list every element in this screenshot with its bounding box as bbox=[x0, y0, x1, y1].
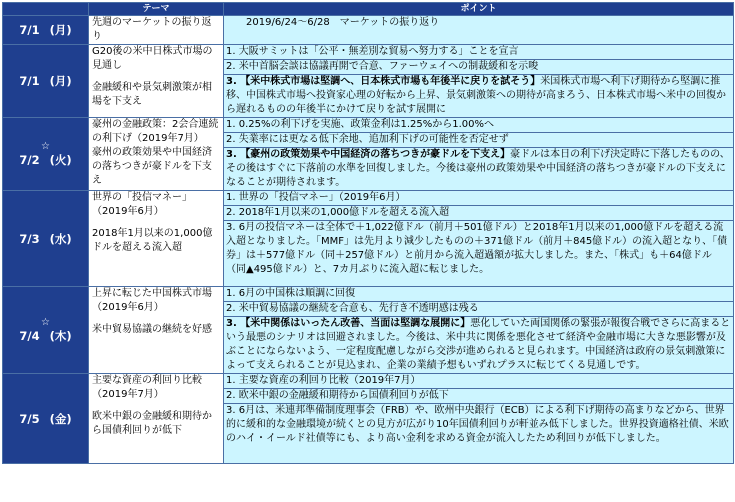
point-text: 1. 6月の中国株は順調に回復 bbox=[226, 288, 356, 299]
point-item bbox=[224, 206, 733, 221]
date-label: 7/1 bbox=[19, 23, 40, 37]
point-headline: 3. 【米中関係はいったん改善、当面は堅調な展開に】 bbox=[226, 318, 471, 329]
theme-line bbox=[92, 219, 220, 227]
weekday-label: (金) bbox=[49, 411, 72, 426]
point-item bbox=[224, 404, 733, 446]
weekday-label: (水) bbox=[49, 231, 72, 246]
header-row bbox=[3, 3, 734, 16]
date-cell bbox=[3, 118, 89, 191]
point-text: 2. 失業率には更なる低下余地、追加利下げの可能性を否定せず bbox=[226, 134, 509, 145]
table-row bbox=[3, 16, 734, 45]
table-row bbox=[3, 45, 734, 118]
point-header: ポイント bbox=[224, 3, 734, 16]
theme-line: 豪州の金融政策：2会合連続の利下げ（2019年7月） bbox=[92, 119, 219, 144]
point-item bbox=[224, 148, 733, 190]
point-item bbox=[224, 118, 733, 133]
theme-line: 米中貿易協議の継続を好感 bbox=[92, 324, 212, 335]
point-text: 3. 6月は、米連邦準備制度理事会（FRB）や、欧州中央銀行（ECB）による利下げ期待の高まりなどから、世界的に緩和的な金融環境が続くとの見方が広がり10年国債利回りが軒並み低下しました。世界投資適格社債、米欧のハイ・イールド社債等にも、より高い金利を求める資金が流入したため利回りが低下しました。 bbox=[226, 405, 729, 444]
point-cell bbox=[224, 45, 734, 118]
star-icon: ☆ bbox=[41, 316, 50, 328]
date-cell bbox=[3, 191, 89, 287]
date-cell bbox=[3, 45, 89, 118]
table-row bbox=[3, 118, 734, 191]
point-item bbox=[224, 287, 733, 302]
market-schedule-table bbox=[2, 2, 734, 464]
date-label: 7/1 bbox=[19, 74, 40, 88]
point-text: 1. 0.25%の利下げを実施、政策金利は1.25%から1.00%へ bbox=[226, 119, 495, 130]
point-item bbox=[224, 317, 733, 373]
point-item bbox=[224, 16, 733, 30]
weekday-label: (月) bbox=[49, 74, 72, 88]
date-cell bbox=[3, 287, 89, 374]
point-cell bbox=[224, 16, 734, 45]
point-text: 2. 米中首脳会談は協議再開で合意、ファーウェイへの制裁緩和を示唆 bbox=[226, 61, 539, 72]
theme-line: 欧米中銀の金融緩和期待から国債利回りが低下 bbox=[92, 411, 212, 436]
theme-line: 豪州の政策効果や中国経済の落ちつきが豪ドルを下支え bbox=[92, 147, 212, 186]
point-text: 2. 欧米中銀の金融緩和期待から国債利回りが低下 bbox=[226, 390, 449, 401]
point-text: 2. 2018年1月以来の1,000億ドルを超える流入超 bbox=[226, 207, 450, 218]
point-headline: 3. 【米中株式市場は堅調へ、日本株式市場も年後半に戻りを試そう】 bbox=[226, 76, 541, 87]
date-header bbox=[3, 3, 89, 16]
theme-line bbox=[92, 73, 220, 81]
point-item bbox=[224, 45, 733, 60]
theme-line bbox=[92, 402, 220, 410]
point-item bbox=[224, 389, 733, 404]
theme-line bbox=[92, 315, 220, 323]
table-row bbox=[3, 287, 734, 374]
point-item bbox=[224, 60, 733, 75]
theme-line: G20後の米中日株式市場の見通し bbox=[92, 46, 213, 71]
point-item bbox=[224, 133, 733, 148]
point-text: 1. 世界の「投信マネー」（2019年6月） bbox=[226, 192, 406, 203]
weekday-label: (月) bbox=[49, 23, 72, 37]
theme-cell bbox=[89, 45, 224, 118]
date-label: 7/2 bbox=[19, 152, 40, 167]
theme-line: 金融緩和や景気刺激策が相場を下支え bbox=[92, 82, 212, 107]
point-text: 1. 大阪サミットは「公平・無差別な貿易へ努力する」ことを宣言 bbox=[226, 46, 519, 57]
point-text: 2. 米中貿易協議の継続を合意も、先行き不透明感は残る bbox=[226, 303, 479, 314]
point-cell bbox=[224, 287, 734, 374]
point-item bbox=[224, 191, 733, 206]
date-label: 7/5 bbox=[19, 411, 40, 426]
point-cell bbox=[224, 374, 734, 464]
point-item bbox=[224, 302, 733, 317]
theme-line: 上昇に転じた中国株式市場（2019年6月） bbox=[92, 288, 212, 313]
theme-cell bbox=[89, 16, 224, 45]
theme-cell bbox=[89, 287, 224, 374]
point-text: 豪ドルは本日の利下げ決定時に下落したものの、その後はすぐに下落前の水準を回復しました。今後は豪州の政策効果や中国経済の落ちつきが豪ドルの下支えになることが期待されます。 bbox=[226, 149, 730, 188]
date-cell bbox=[3, 16, 89, 45]
weekday-label: (火) bbox=[49, 152, 72, 167]
point-text: 2019/6/24～6/28 マーケットの振り返り bbox=[226, 17, 440, 28]
table-row bbox=[3, 374, 734, 464]
theme-line: 主要な資産の利回り比較（2019年7月） bbox=[92, 375, 202, 400]
theme-cell bbox=[89, 118, 224, 191]
theme-cell bbox=[89, 374, 224, 464]
point-cell bbox=[224, 191, 734, 287]
point-headline: 3. 【豪州の政策効果や中国経済の落ちつきが豪ドルを下支え】 bbox=[226, 149, 511, 160]
point-text: 悪化していた両国関係の緊張が報復合戦でさらに高まるという最悪のシナリオは回避されました。今後は、米中共に関係を悪化させて経済や金融市場に大きな悪影響が及ぶことにならないよう、一定程度配慮しながら交渉が進められると見られます。中国経済は政府の景気刺激策によって支えられることが見込まれ、企業の業績予想もいずれプラスに転じてくる見通しです。 bbox=[226, 318, 731, 371]
theme-line: 2018年1月以来の1,000億ドルを超える流入超 bbox=[92, 228, 213, 253]
theme-line: 世界の「投信マネー」（2019年6月） bbox=[92, 192, 192, 217]
theme-header: テーマ bbox=[89, 3, 224, 16]
point-text: 米国株式市場へ利下げ期待から堅調に推移、中国株式市場へ投資家心理の好転から上昇、景気刺激策への期待が高まろう、日本株式市場へ米中の回復から遅れるものの年後半にかけて戻りを試す展開に bbox=[226, 76, 726, 115]
point-item bbox=[224, 221, 733, 277]
point-item bbox=[224, 374, 733, 389]
date-cell bbox=[3, 374, 89, 464]
theme-cell bbox=[89, 191, 224, 287]
point-text: 1. 主要な資産の利回り比較（2019年7月） bbox=[226, 375, 421, 386]
point-text: 3. 6月の投信マネーは全体で＋1,022億ドル（前月＋501億ドル）と2018年1月以来の1,000億ドルを超える流入超となりました。「MMF」は先月より減少したものの＋371億ドル（前月＋845億ドル）の流入超となり、「債券」は＋577億ドル（同＋257億ドル）と前月から流入超過額が拡大しました。また、「株式」も＋64億ドル（同▲495億ドル）と、7カ月ぶりに流入超に転じました。 bbox=[226, 222, 728, 275]
weekday-label: (木) bbox=[49, 328, 72, 343]
point-cell bbox=[224, 118, 734, 191]
table-row bbox=[3, 191, 734, 287]
point-item bbox=[224, 75, 733, 117]
date-label: 7/3 bbox=[19, 231, 40, 246]
theme-line: 先週のマーケットの振り返り bbox=[92, 17, 212, 42]
star-icon: ☆ bbox=[41, 140, 50, 152]
date-label: 7/4 bbox=[19, 328, 40, 343]
